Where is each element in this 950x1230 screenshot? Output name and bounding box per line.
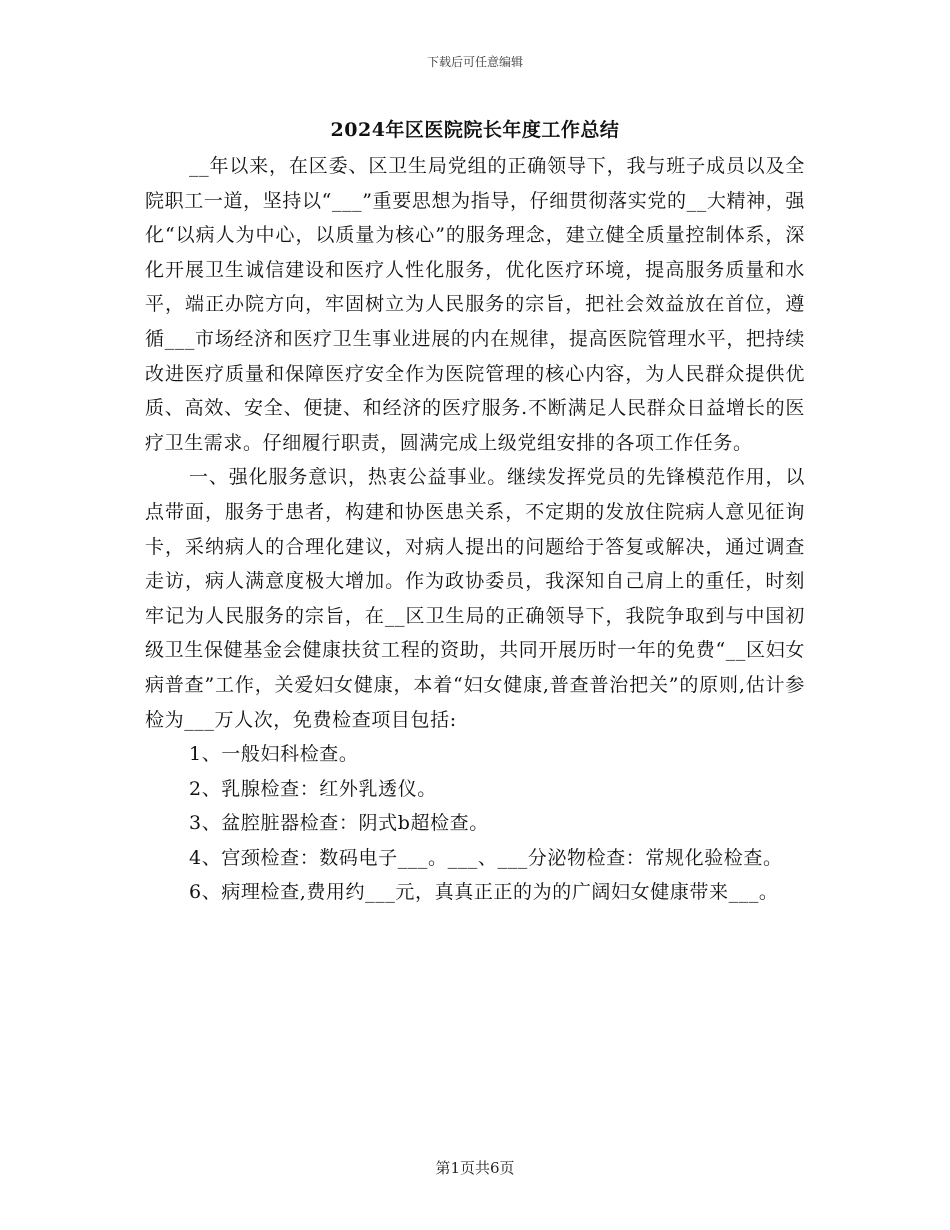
paragraph-section-one: 一、强化服务意识，热衷公益事业。继续发挥党员的先锋模范作用，以点带面，服务于患者，构建和协医患关系，不定期的发放住院病人意见征询卡，采纳病人的合理化建议，对病人提出的问题给于答复或解决，通过调查走访，病人满意度极大增加。作为政协委员，我深知自己肩上的重任，时刻牢记为人民服务的宗旨，在__区卫生局的正确领导下，我院争取到与中国初级卫生保健基金会健康扶贫工程的资助，共同开展历时一年的免费“__区妇女病普查”工作，关爱妇女健康，本着“妇女健康,普查普治把关”的原则,估计参检为___万人次，免费检查项目包括: bbox=[145, 466, 805, 731]
document-body bbox=[145, 149, 805, 910]
list-item-6: 6、病理检查,费用约___元，真真正正的为的广阔妇女健康带来___。 bbox=[189, 881, 779, 904]
document-title: 2024年区医院院长年度工作总结 bbox=[330, 119, 620, 141]
list-item-2: 2、乳腺检查：红外乳透仪。 bbox=[189, 777, 437, 800]
page-number: 第1页共6页 bbox=[435, 1159, 515, 1177]
page-header-note: 下载后可任意编辑 bbox=[426, 55, 523, 69]
list-item-1: 1、一般妇科检查。 bbox=[189, 743, 359, 766]
list-item-3: 3、盆腔脏器检查：阴式b超检查。 bbox=[189, 812, 489, 835]
list-item-4: 4、宫颈检查：数码电子___。___、___分泌物检查：常规化验检查。 bbox=[189, 846, 783, 869]
paragraph-intro: __年以来，在区委、区卫生局党组的正确领导下，我与班子成员以及全院职工一道，坚持以“___”重要思想为指导，仔细贯彻落实党的__大精神，强化“以病人为中心，以质量为核心”的服务理念，建立健全质量控制体系，深化开展卫生诚信建设和医疗人性化服务，优化医疗环境，提高服务质量和水平，端正办院方向，牢固树立为人民服务的宗旨，把社会效益放在首位，遵循___市场经济和医疗卫生事业进展的内在规律，提高医院管理水平，把持续改进医疗质量和保障医疗安全作为医院管理的核心内容，为人民群众提供优质、高效、安全、便捷、和经济的医疗服务.不断满足人民群众日益增长的医疗卫生需求。仔细履行职责，圆满完成上级党组安排的各项工作任务。 bbox=[145, 155, 805, 454]
